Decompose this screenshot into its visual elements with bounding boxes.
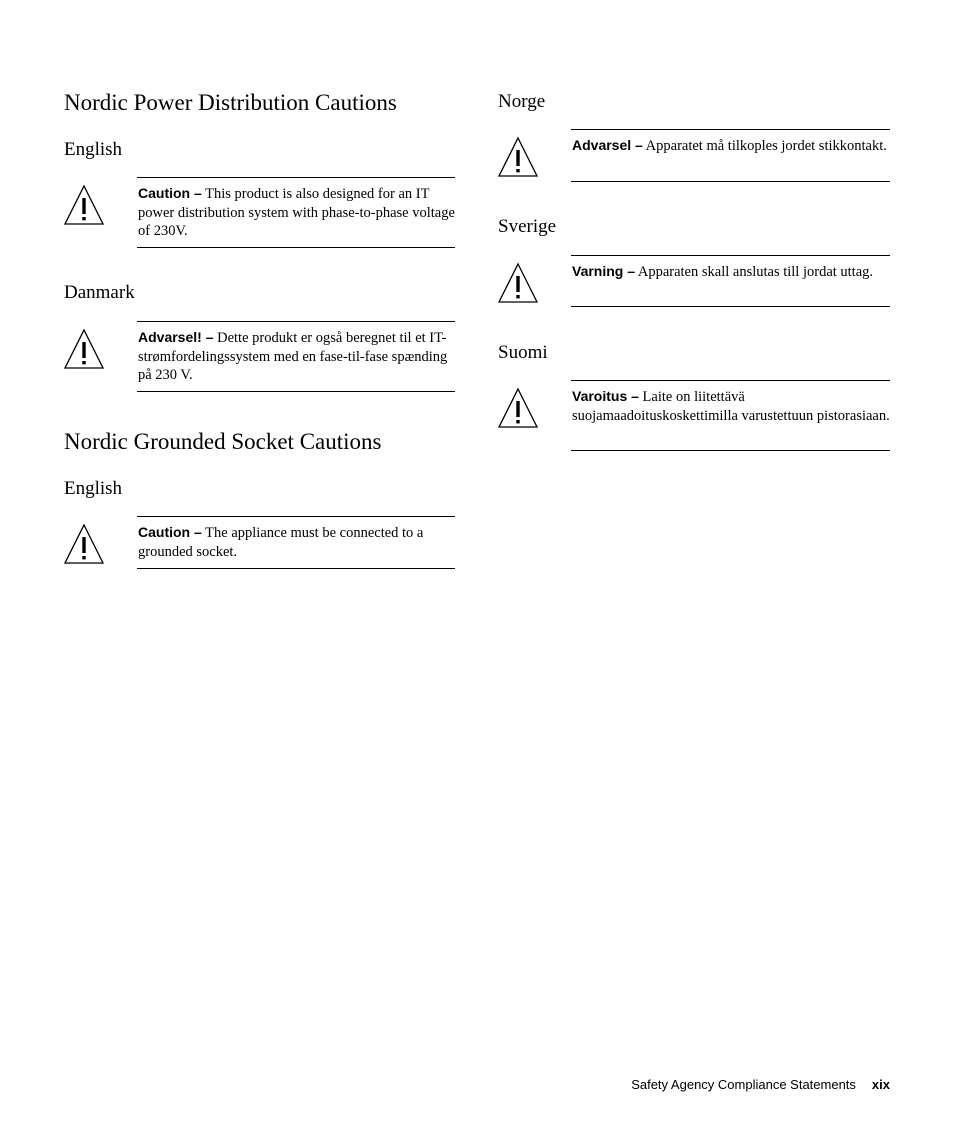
caution-label: Varning –	[572, 263, 636, 279]
caution-label: Varoitus –	[572, 388, 639, 404]
caution-label: Advarsel –	[572, 137, 643, 153]
warning-triangle-icon	[64, 328, 104, 370]
caution-body: Laite on liitettävä suojamaadoituskoskettimilla varustettuun pistorasiaan.	[572, 389, 890, 424]
heading-english-1: English	[64, 139, 123, 160]
caution-text	[138, 523, 455, 561]
warning-triangle-icon	[64, 184, 104, 226]
caution-body: The appliance must be connected to a grounded socket.	[138, 525, 424, 560]
caution-box	[571, 380, 890, 451]
caution-label: Caution –	[138, 524, 202, 540]
caution-text	[138, 184, 455, 241]
warning-triangle-icon	[498, 387, 538, 429]
heading-norge: Norge	[498, 91, 546, 112]
caution-box	[571, 129, 890, 182]
section-title-grounded-socket: Nordic Grounded Socket Cautions	[64, 429, 382, 454]
caution-text	[572, 262, 890, 282]
caution-label: Caution –	[138, 185, 202, 201]
caution-body: Dette produkt er også beregnet til et IT-strømfordelingssystem med en fase-til-fase spænding på 230 V.	[138, 330, 448, 383]
caution-body: Apparatet må tilkoples jordet stikkontakt.	[645, 138, 887, 154]
warning-triangle-icon	[498, 136, 538, 178]
caution-body: Apparaten skall anslutas till jordat uttag.	[637, 264, 874, 280]
page-number: xix	[871, 1077, 890, 1092]
heading-danmark: Danmark	[64, 282, 135, 303]
caution-box	[571, 255, 890, 307]
heading-english-2: English	[64, 478, 123, 499]
warning-triangle-icon	[64, 523, 104, 565]
heading-sverige: Sverige	[498, 216, 557, 237]
heading-suomi: Suomi	[498, 342, 548, 363]
footer-section-name: Safety Agency Compliance Statements	[631, 1077, 856, 1092]
page-footer	[631, 1077, 890, 1092]
caution-text	[138, 328, 455, 385]
caution-body: This product is also designed for an IT power distribution system with phase-to-phase voltage of 230V.	[138, 186, 455, 239]
caution-box	[137, 177, 455, 248]
caution-text	[572, 136, 890, 156]
caution-box	[137, 321, 455, 392]
caution-text	[572, 387, 890, 425]
warning-triangle-icon	[498, 262, 538, 304]
section-title-power-distribution: Nordic Power Distribution Cautions	[64, 90, 397, 115]
caution-box	[137, 516, 455, 569]
caution-label: Advarsel! –	[138, 329, 214, 345]
